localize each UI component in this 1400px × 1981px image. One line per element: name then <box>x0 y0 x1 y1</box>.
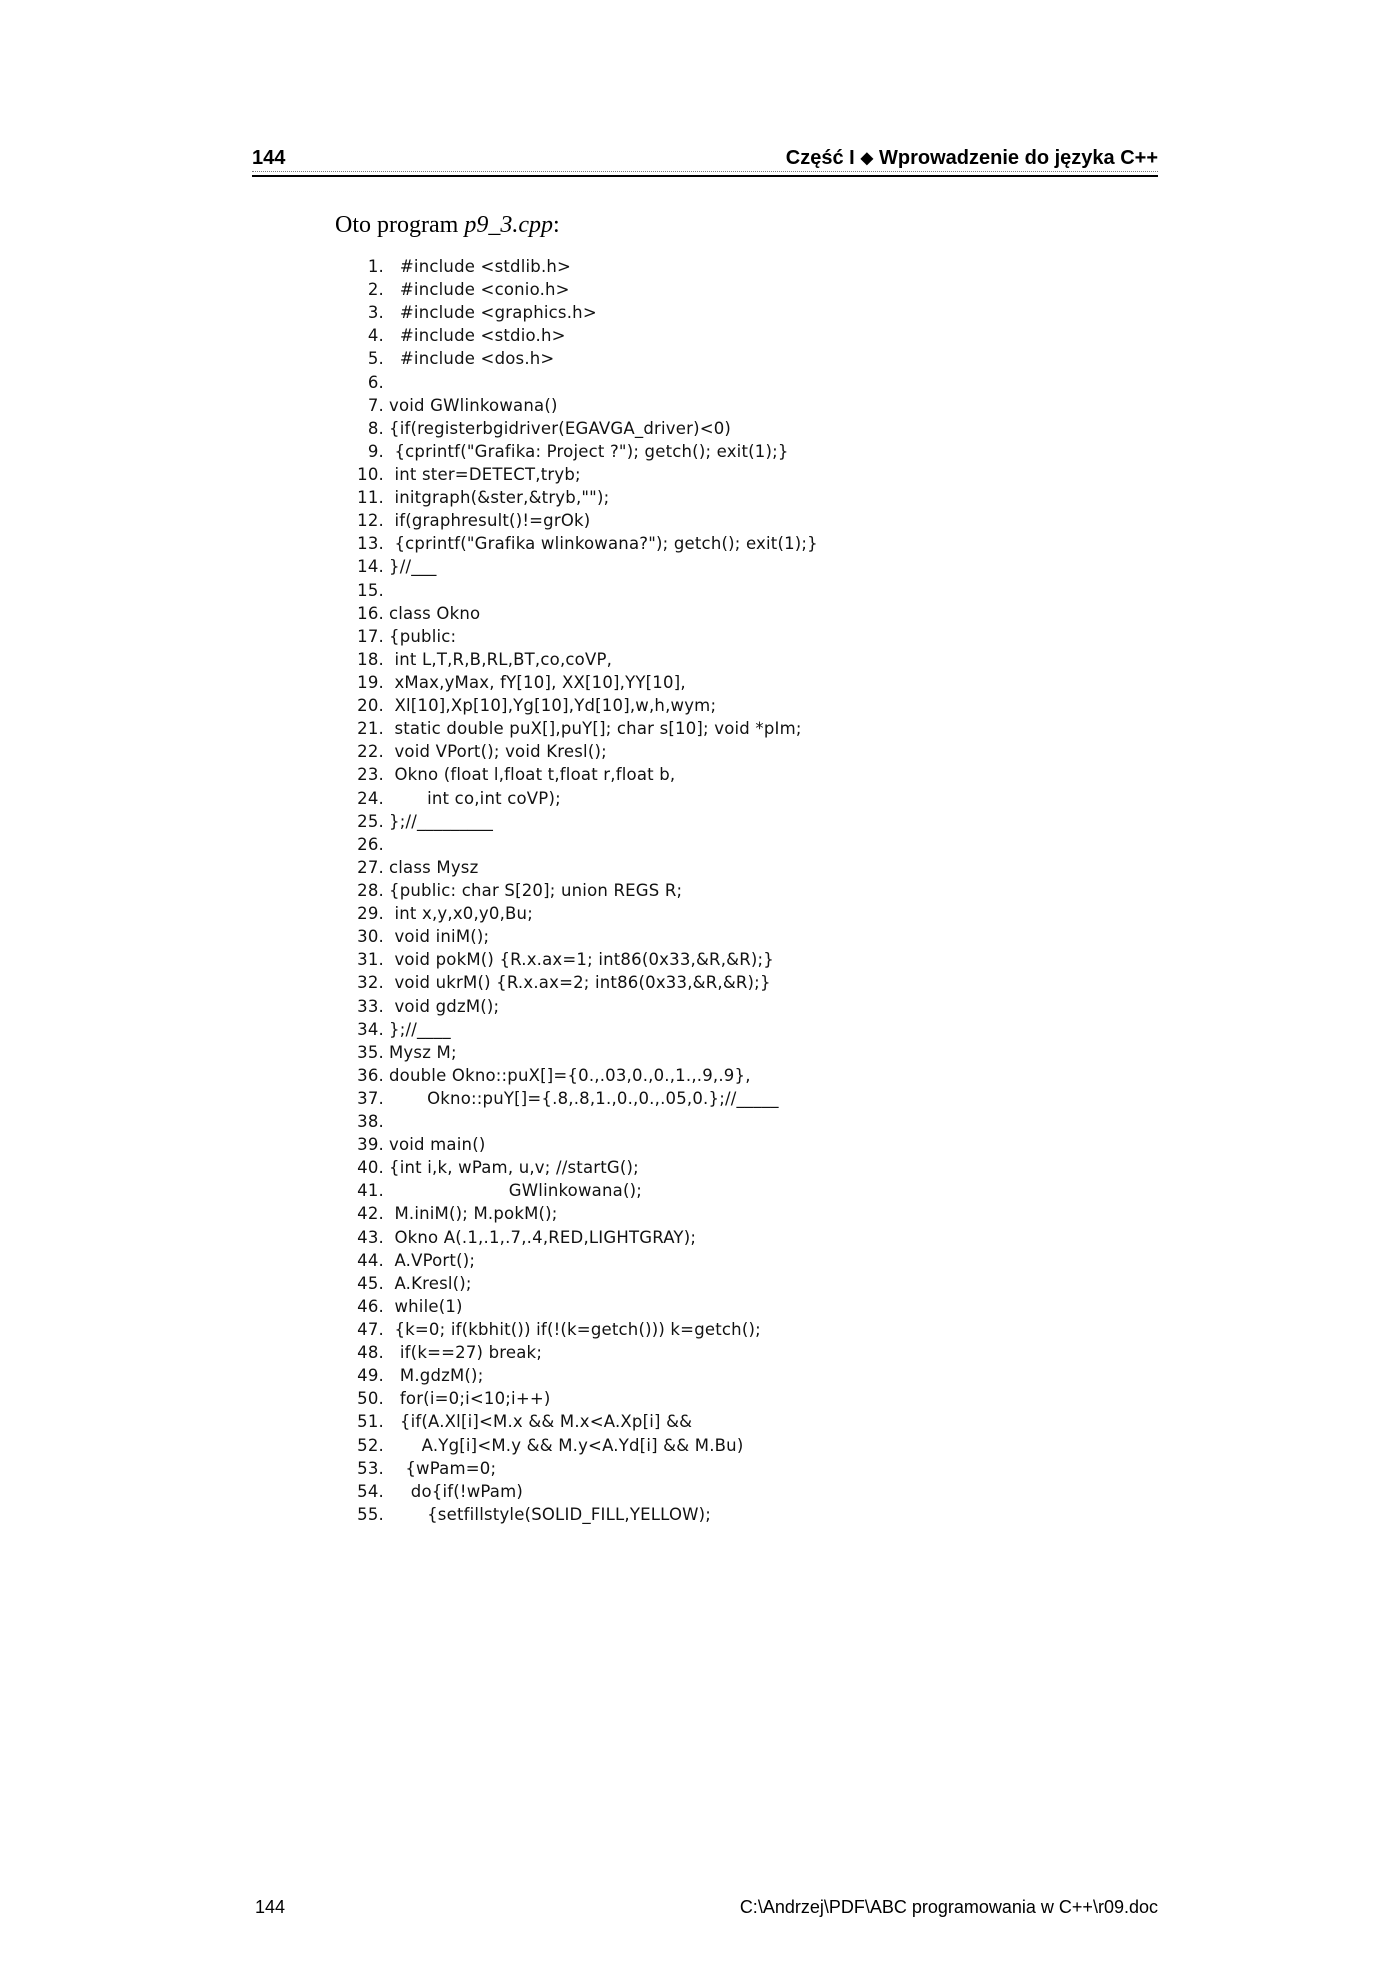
line-number: 45. <box>357 1273 384 1293</box>
line-number: 32. <box>357 973 384 993</box>
code-text: #include <stdio.h> <box>389 326 566 346</box>
code-line <box>346 1018 1066 1041</box>
chapter-part: Część I <box>785 147 855 169</box>
code-line <box>346 440 1066 463</box>
code-text: void iniM(); <box>389 927 490 947</box>
line-number: 27. <box>357 857 384 877</box>
line-number: 29. <box>357 904 384 924</box>
footer-page-number: 144 <box>255 1897 286 1917</box>
code-text: int co,int coVP); <box>389 788 561 808</box>
code-text: if(k==27) break; <box>389 1343 543 1363</box>
code-line <box>346 671 1066 694</box>
line-number: 41. <box>357 1181 384 1201</box>
code-text: }//___ <box>389 557 437 577</box>
intro-prefix: Oto program <box>335 212 465 238</box>
code-line <box>346 532 1066 555</box>
code-line <box>346 394 1066 417</box>
code-line <box>346 486 1066 509</box>
code-text: A.Kresl(); <box>389 1273 472 1293</box>
code-line <box>346 625 1066 648</box>
intro-filename: p9_3.cpp <box>464 212 553 238</box>
code-line <box>346 602 1066 625</box>
line-number: 50. <box>357 1389 384 1409</box>
code-text: initgraph(&ster,&tryb,""); <box>389 488 610 508</box>
code-line <box>346 463 1066 486</box>
code-text: void GWlinkowana() <box>389 395 558 415</box>
code-text: {public: <box>389 626 457 646</box>
code-line <box>346 417 1066 440</box>
code-line <box>346 1156 1066 1179</box>
code-text: void VPort(); void Kresl(); <box>389 742 607 762</box>
code-line <box>346 1202 1066 1225</box>
code-text: static double puX[],puY[]; char s[10]; void *pIm; <box>389 719 802 739</box>
line-number: 16. <box>357 603 384 623</box>
line-number: 9. <box>367 441 384 461</box>
line-number: 30. <box>357 927 384 947</box>
line-number: 24. <box>357 788 384 808</box>
line-number: 17. <box>357 626 384 646</box>
code-line <box>346 1457 1066 1480</box>
line-number: 15. <box>357 580 384 600</box>
code-text: {cprintf("Grafika: Project ?"); getch(); exit(1);} <box>389 441 789 461</box>
line-number: 3. <box>367 303 384 323</box>
code-text: Xl[10],Xp[10],Yg[10],Yd[10],w,h,wym; <box>389 696 717 716</box>
code-text: #include <dos.h> <box>389 349 555 369</box>
line-number: 7. <box>367 395 384 415</box>
code-text: if(graphresult()!=grOk) <box>389 511 591 531</box>
code-line <box>346 1041 1066 1064</box>
code-line <box>346 879 1066 902</box>
program-intro <box>335 212 560 239</box>
footer-file-path: C:\Andrzej\PDF\ABC programowania w C++\r09.doc <box>739 1897 1158 1917</box>
code-line <box>346 278 1066 301</box>
code-line <box>346 1087 1066 1110</box>
line-number: 13. <box>357 534 384 554</box>
line-number: 14. <box>357 557 384 577</box>
line-number: 47. <box>357 1320 384 1340</box>
code-text: while(1) <box>389 1296 463 1316</box>
code-text: #include <graphics.h> <box>389 303 597 323</box>
code-text: xMax,yMax, fY[10], XX[10],YY[10], <box>389 672 686 692</box>
code-text: A.VPort(); <box>389 1250 476 1270</box>
intro-suffix: : <box>552 212 560 238</box>
line-number: 37. <box>357 1088 384 1108</box>
code-line <box>346 347 1066 370</box>
line-number: 48. <box>357 1343 384 1363</box>
line-number: 52. <box>357 1435 384 1455</box>
code-text: {int i,k, wPam, u,v; //startG(); <box>389 1158 639 1178</box>
code-line <box>346 1249 1066 1272</box>
code-text: {if(registerbgidriver(EGAVGA_driver)<0) <box>389 418 732 438</box>
code-line <box>346 1110 1066 1133</box>
code-text: void gdzM(); <box>389 996 500 1016</box>
line-number: 8. <box>367 418 384 438</box>
code-text: for(i=0;i<10;i++) <box>389 1389 551 1409</box>
code-text: #include <stdlib.h> <box>389 257 572 276</box>
line-number: 38. <box>357 1112 384 1132</box>
code-line <box>346 1434 1066 1457</box>
header-chapter-title <box>786 147 1158 170</box>
running-header <box>252 147 1158 177</box>
code-text: {wPam=0; <box>389 1458 497 1478</box>
code-line <box>346 648 1066 671</box>
code-line <box>346 1410 1066 1433</box>
line-number: 10. <box>357 464 384 484</box>
code-text: #include <conio.h> <box>389 280 570 300</box>
line-number: 42. <box>357 1204 384 1224</box>
line-number: 21. <box>357 719 384 739</box>
code-text: Okno (float l,float t,float r,float b, <box>389 765 676 785</box>
code-text: GWlinkowana(); <box>389 1181 642 1201</box>
code-text: };//____ <box>389 1019 451 1039</box>
code-text: void pokM() {R.x.ax=1; int86(0x33,&R,&R);} <box>389 950 774 970</box>
code-text: M.gdzM(); <box>389 1366 484 1386</box>
code-text: double Okno::puX[]={0.,.03,0.,0.,1.,.9,.9}, <box>389 1065 751 1085</box>
code-text: Mysz M; <box>389 1042 457 1062</box>
line-number: 5. <box>367 349 384 369</box>
line-number: 53. <box>357 1458 384 1478</box>
line-number: 33. <box>357 996 384 1016</box>
code-text: {setfillstyle(SOLID_FILL,YELLOW); <box>389 1504 712 1524</box>
code-text: };//_________ <box>389 811 494 831</box>
code-text: {cprintf("Grafika wlinkowana?"); getch(); exit(1);} <box>389 534 818 554</box>
code-line <box>346 301 1066 324</box>
line-number: 6. <box>367 372 384 392</box>
line-number: 20. <box>357 696 384 716</box>
code-text: int x,y,x0,y0,Bu; <box>389 904 533 924</box>
header-rule <box>252 175 1158 177</box>
line-number: 12. <box>357 511 384 531</box>
line-number: 31. <box>357 950 384 970</box>
code-line <box>346 787 1066 810</box>
line-number: 43. <box>357 1227 384 1247</box>
line-number: 26. <box>357 834 384 854</box>
diamond-separator-icon: ◆ <box>860 150 874 167</box>
line-number: 22. <box>357 742 384 762</box>
line-number: 18. <box>357 649 384 669</box>
line-number: 55. <box>357 1504 384 1524</box>
code-text: M.iniM(); M.pokM(); <box>389 1204 558 1224</box>
code-line <box>346 324 1066 347</box>
line-number: 23. <box>357 765 384 785</box>
line-number: 49. <box>357 1366 384 1386</box>
line-number: 1. <box>367 257 384 276</box>
code-line <box>346 1364 1066 1387</box>
line-number: 34. <box>357 1019 384 1039</box>
code-text: Okno A(.1,.1,.7,.4,RED,LIGHTGRAY); <box>389 1227 697 1247</box>
code-text: Okno::puY[]={.8,.8,1.,0.,0.,.05,0.};//_____ <box>389 1088 779 1108</box>
code-line <box>346 555 1066 578</box>
code-line <box>346 948 1066 971</box>
code-line <box>346 1133 1066 1156</box>
header-page-number: 144 <box>252 147 286 169</box>
code-text: do{if(!wPam) <box>389 1481 524 1501</box>
page-footer <box>255 1897 1158 1921</box>
line-number: 4. <box>367 326 384 346</box>
line-number: 19. <box>357 672 384 692</box>
code-line <box>346 509 1066 532</box>
code-text: int ster=DETECT,tryb; <box>389 464 581 484</box>
code-text: {if(A.Xl[i]<M.x && M.x<A.Xp[i] && <box>389 1412 693 1432</box>
code-line <box>346 1064 1066 1087</box>
code-line <box>346 1226 1066 1249</box>
code-line <box>346 694 1066 717</box>
code-text: {k=0; if(kbhit()) if(!(k=getch())) k=getch(); <box>389 1320 761 1340</box>
code-line <box>346 902 1066 925</box>
code-text: {public: char S[20]; union REGS R; <box>389 880 683 900</box>
code-line <box>346 925 1066 948</box>
code-line <box>346 1480 1066 1503</box>
code-line <box>346 1179 1066 1202</box>
code-text: class Mysz <box>389 857 479 877</box>
line-number: 39. <box>357 1135 384 1155</box>
code-line <box>346 856 1066 879</box>
code-text: void ukrM() {R.x.ax=2; int86(0x33,&R,&R);} <box>389 973 771 993</box>
code-line <box>346 763 1066 786</box>
line-number: 54. <box>357 1481 384 1501</box>
code-line <box>346 371 1066 394</box>
chapter-title: Wprowadzenie do języka C++ <box>879 147 1158 169</box>
code-listing <box>346 255 1066 1526</box>
code-line <box>346 1295 1066 1318</box>
code-text: int L,T,R,B,RL,BT,co,coVP, <box>389 649 613 669</box>
code-line <box>346 995 1066 1018</box>
code-line <box>346 810 1066 833</box>
code-line <box>346 717 1066 740</box>
line-number: 28. <box>357 880 384 900</box>
line-number: 11. <box>357 488 384 508</box>
line-number: 46. <box>357 1296 384 1316</box>
code-line <box>346 255 1066 278</box>
code-line <box>346 971 1066 994</box>
line-number: 51. <box>357 1412 384 1432</box>
code-line <box>346 579 1066 602</box>
code-text: A.Yg[i]<M.y && M.y<A.Yd[i] && M.Bu) <box>389 1435 744 1455</box>
code-line <box>346 833 1066 856</box>
header-dotted-rule <box>252 171 1158 172</box>
line-number: 36. <box>357 1065 384 1085</box>
code-text: class Okno <box>389 603 481 623</box>
code-line <box>346 1272 1066 1295</box>
code-line <box>346 1318 1066 1341</box>
line-number: 25. <box>357 811 384 831</box>
code-line <box>346 740 1066 763</box>
line-number: 40. <box>357 1158 384 1178</box>
code-text: void main() <box>389 1135 486 1155</box>
line-number: 35. <box>357 1042 384 1062</box>
line-number: 2. <box>367 280 384 300</box>
code-line <box>346 1387 1066 1410</box>
code-line <box>346 1503 1066 1526</box>
code-line <box>346 1341 1066 1364</box>
line-number: 44. <box>357 1250 384 1270</box>
